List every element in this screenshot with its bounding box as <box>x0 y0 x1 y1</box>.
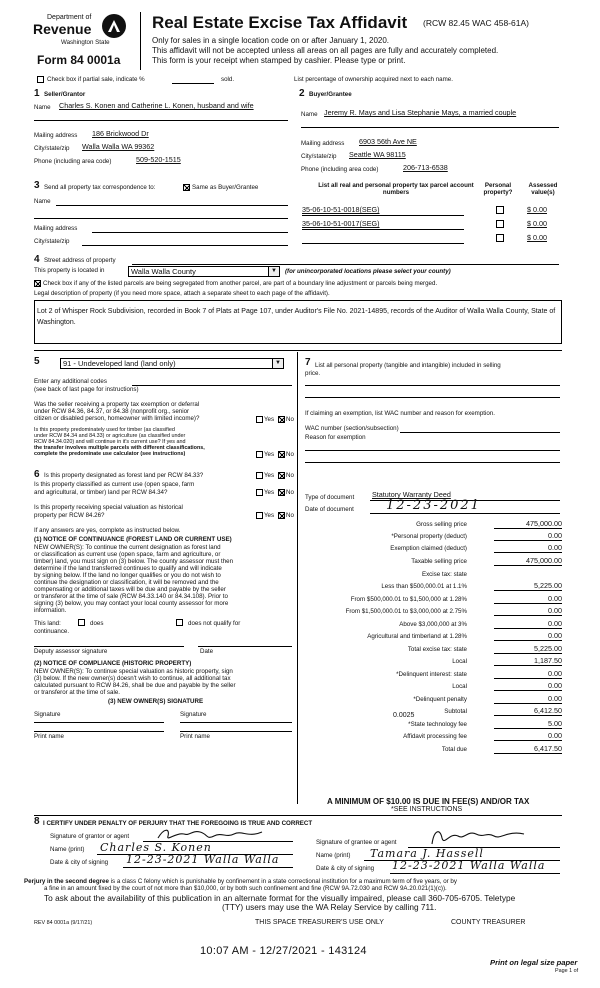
this-land-label: This land: <box>34 620 61 627</box>
yes-label: Yes <box>264 489 275 496</box>
agency-top: Department of <box>47 14 92 21</box>
timber-yes-checkbox[interactable] <box>256 451 263 458</box>
tax-row-label: From $500,000.01 to $1,500,000 at 1.28% <box>350 596 467 603</box>
current-use-q-1: Is this property classified as current use (open space, farm <box>34 481 195 488</box>
s3-mail-field[interactable] <box>92 232 288 233</box>
personal-property-checkbox[interactable] <box>496 220 504 228</box>
seller-name-label: Name <box>34 104 51 111</box>
tax-row-value[interactable]: 0.00 <box>494 670 562 679</box>
tax-row-label: *Delinquent penalty <box>413 696 467 703</box>
continuance-text: continue the designation or classification, it will be removed and the <box>34 579 219 586</box>
section-3-number: 3 <box>34 180 40 191</box>
exemption-claim-label: If claiming an exemption, list WAC number and reason for exemption. <box>305 410 495 417</box>
does-qualify-checkbox[interactable] <box>78 619 85 626</box>
revenue-logo-icon <box>101 13 127 39</box>
new-owner-print-2[interactable] <box>180 731 292 732</box>
continuance-heading: (1) NOTICE OF CONTINUANCE (FOREST LAND OR CURRENT USE) <box>34 536 232 543</box>
no-label: No <box>286 451 294 458</box>
does-label: does <box>90 620 104 627</box>
section-4-number: 4 <box>34 254 40 265</box>
assessed-value[interactable]: $ 0.00 <box>527 219 547 228</box>
exempt-no-checkbox[interactable] <box>278 416 285 423</box>
tax-row-value[interactable]: 0.00 <box>494 732 562 741</box>
additional-codes-field[interactable] <box>132 385 292 386</box>
county-select[interactable] <box>128 266 280 277</box>
new-owner-signature-2[interactable] <box>180 722 292 723</box>
continuance-text: or classification as current use (open space, farm and agriculture, or <box>34 551 221 558</box>
doc-date-label: Date of document <box>305 506 354 513</box>
exempt-yes-checkbox[interactable] <box>256 416 263 423</box>
grantee-date-label: Date & city of signing <box>316 865 375 872</box>
no-label: No <box>286 512 294 519</box>
seller-name-line-2[interactable] <box>34 120 288 121</box>
new-owner-signature-1[interactable] <box>34 722 164 723</box>
personal-property-text-1: List all personal property (tangible and intangible) included in selling <box>315 362 501 369</box>
compliance-text: calculated pursuant to RCW 84.26, shall be due and payable by the seller <box>34 682 236 689</box>
yes-label: Yes <box>264 512 275 519</box>
tax-row-value[interactable]: 5,225.00 <box>494 645 562 654</box>
date-label: Date <box>200 648 214 655</box>
print-name-label: Print name <box>34 733 64 740</box>
legal-description-field[interactable] <box>34 300 562 344</box>
codes-note: (see back of last page for instructions) <box>34 386 139 393</box>
timber-q-5: complete the predominate use calculator (see instructions) <box>34 451 186 457</box>
perjury-text: is a class C felony which is punishable by confinement in a state correctional institution for a maximum term of five years, or by <box>108 878 457 885</box>
tax-row-value[interactable]: 5,225.00 <box>494 582 562 591</box>
s3-name-field[interactable] <box>56 205 288 206</box>
legal-description-label: Legal description of property (if you need more space, attach a separate sheet to each page of the affidavit). <box>34 290 330 297</box>
doc-type-label: Type of document <box>305 494 355 501</box>
county-value: Walla Walla County <box>131 267 196 276</box>
parcel-list-heading: List all real and personal property tax parcel account numbers <box>318 182 474 197</box>
no-label: No <box>286 489 294 496</box>
page-indicator: Page 1 of <box>555 968 579 974</box>
print-name-label: Print name <box>180 733 210 740</box>
no-label: No <box>286 472 294 479</box>
tax-row-label: Gross selling price <box>416 521 467 528</box>
tax-row-value[interactable]: 0.00 <box>494 682 562 691</box>
form-number: Form 84 0001a <box>37 53 121 67</box>
buyer-mail-label: Mailing address <box>301 140 345 147</box>
perjury-bold: Perjury in the second degree <box>24 878 109 885</box>
yes-label: Yes <box>264 451 275 458</box>
rcw-reference: (RCW 82.45 WAC 458-61A) <box>423 18 529 28</box>
tax-row-value[interactable]: 6,412.50 <box>494 707 562 716</box>
wac-field[interactable] <box>400 432 560 433</box>
assessed-value-heading: Assessed value(s) <box>528 182 558 197</box>
divider-line <box>34 350 562 351</box>
signature-label: Signature <box>180 711 207 718</box>
special-val-q-2: property per RCW 84.26? <box>34 512 105 519</box>
header-note-2: This affidavit will not be accepted unless all areas on all pages are fully and accurately completed. <box>152 46 499 55</box>
same-as-buyer-checkbox[interactable] <box>183 184 190 191</box>
compliance-text: or transferor at the time of sale. <box>34 689 120 696</box>
tax-row-value[interactable]: 6,417.50 <box>494 745 562 754</box>
timber-q-4: the transfer involves multiple parcels with different classifications, <box>34 445 205 451</box>
grantee-signature-scribble <box>428 826 528 848</box>
buyer-name-label: Name <box>301 111 318 118</box>
buyer-heading: Buyer/Grantee <box>309 91 352 98</box>
parcel-line[interactable] <box>302 243 464 244</box>
tax-row-label: *Personal property (deduct) <box>391 533 467 540</box>
land-use-value: 91 - Undeveloped land (land only) <box>63 359 176 368</box>
tax-row-value[interactable]: 0.00 <box>494 695 562 704</box>
continuance-text: by signing below. If the land no longer qualifies or you do not wish to <box>34 572 221 579</box>
grantee-name-label: Name (print) <box>316 852 351 859</box>
continuance-text: or transferor at the time of sale (RCW 84.33.140 or 84.34.108). Prior to <box>34 593 228 600</box>
tax-row-value[interactable]: 0.00 <box>494 532 562 541</box>
compliance-text: NEW OWNER(S): To continue special valuation as historic property, sign <box>34 668 233 675</box>
continuance-text: signing (3) below, you may contact your local county assessor for more <box>34 600 229 607</box>
tax-row-value[interactable]: 1,187.50 <box>494 657 562 666</box>
doc-type-value[interactable]: Statutory Warranty Deed <box>372 490 451 499</box>
timber-q-3: RCW 84.34.020) and will continue in it's current use? If yes and <box>34 439 186 445</box>
grantee-date-handwritten[interactable]: 12-23-2021 Walla Walla <box>392 859 546 872</box>
current-use-q-2: and agricultural, or timber) land per RCW 84.34? <box>34 489 168 496</box>
tax-row-label: Affidavit processing fee <box>403 733 467 740</box>
yes-label: Yes <box>264 472 275 479</box>
print-legal-note: Print on legal size paper <box>490 958 578 967</box>
sold-label: sold. <box>221 76 235 83</box>
reason-label: Reason for exemption <box>305 434 366 441</box>
timber-q-2: under RCW 84.34 and 84.33) or agriculture (as classified under <box>34 433 186 439</box>
tax-row-label: *Delinquent interest: state <box>396 671 467 678</box>
tax-row-value[interactable]: 475,000.00 <box>494 520 562 529</box>
segregated-checkbox[interactable] <box>34 280 41 287</box>
tax-row-label: Local <box>452 683 467 690</box>
partial-sale-label: Check box if partial sale, indicate % <box>47 76 145 83</box>
divider-line <box>34 815 562 816</box>
column-divider <box>297 352 298 804</box>
doc-date-line <box>370 513 560 514</box>
agency-state: Washington State <box>61 39 110 46</box>
does-not-label: does not qualify for <box>188 620 241 627</box>
section-6-number: 6 <box>34 469 40 480</box>
parcel-number[interactable]: 35-06-10-51-0017(SEG) <box>302 219 380 228</box>
buyer-name-line-2[interactable] <box>301 127 559 128</box>
timber-no-checkbox[interactable] <box>278 451 285 458</box>
county-note: (for unincorporated locations please select your county) <box>285 268 451 275</box>
tax-row-value[interactable]: 0.00 <box>494 632 562 641</box>
compliance-text: (3) below. If the new owner(s) doesn't wish to continue, all additional tax <box>34 675 231 682</box>
tax-row-label: Above $3,000,000 at 3% <box>399 621 467 628</box>
does-not-qualify-checkbox[interactable] <box>176 619 183 626</box>
reason-field-1[interactable] <box>305 450 560 451</box>
legal-description-text: Lot 2 of Whisper Rock Subdivision, recorded in Book 7 of Plats at Page 107, under Auditor's File No. 2021-14895, records of the Auditor of Walla Walla County, State of Washington. <box>37 308 556 326</box>
personal-property-field-1[interactable] <box>305 385 560 386</box>
agency-name: Revenue <box>33 21 92 37</box>
buyer-mail[interactable]: 6903 56th Ave NE <box>359 137 417 146</box>
s3-name-line-2[interactable] <box>34 218 288 219</box>
dropdown-arrow-icon[interactable]: ▼ <box>268 267 279 276</box>
special-val-no-checkbox[interactable] <box>278 512 285 519</box>
exempt-q-1: Was the seller receiving a property tax exemption or deferral <box>34 401 200 408</box>
receipt-stamp: 10:07 AM - 12/27/2021 - 143124 <box>200 945 367 957</box>
s3-mail-label: Mailing address <box>34 225 78 232</box>
buyer-city[interactable]: Seattle WA 98115 <box>349 150 406 159</box>
continuance-text: timber) land, you must sign on (3) below. The county assessor must then <box>34 558 234 565</box>
parcel-line <box>302 215 464 216</box>
current-use-no-checkbox[interactable] <box>278 489 285 496</box>
grantor-signature-label: Signature of grantor or agent <box>50 833 130 840</box>
continuance-label: continuance. <box>34 628 70 635</box>
continuance-text: NEW OWNER(S): To continue the current designation as forest land <box>34 544 221 551</box>
doc-date-value[interactable]: 12-23-2021 <box>386 498 481 513</box>
grantor-date-label: Date & city of signing <box>50 859 109 866</box>
grantee-name-handwritten[interactable]: Tamara J. Hassell <box>370 847 484 860</box>
deputy-signature-field[interactable] <box>34 646 184 647</box>
section-8-number: 8 <box>34 816 40 827</box>
grantor-name-label: Name (print) <box>50 846 85 853</box>
signature-label: Signature <box>34 711 61 718</box>
personal-property-text-2: price. <box>305 370 321 377</box>
grantor-date-field[interactable] <box>123 867 293 868</box>
personal-property-checkbox[interactable] <box>496 206 504 214</box>
assessed-value[interactable]: $ 0.00 <box>527 233 547 242</box>
continuance-text: compensating or additional taxes will be due and payable by the seller <box>34 586 226 593</box>
wac-label: WAC number (section/subsection) <box>305 425 399 432</box>
tax-row-label: Local <box>452 658 467 665</box>
accessibility-line-1: To ask about the availability of this publication in an alternate format for the visually impaired, please call 360-705-6705. Teletype <box>44 893 516 903</box>
tax-correspondence-label: Send all property tax correspondence to: <box>44 184 156 191</box>
tax-row-value[interactable]: 0.00 <box>494 595 562 604</box>
seller-name[interactable]: Charles S. Konen and Catherine L. Konen, husband and wife <box>59 101 254 110</box>
s3-city-label: City/state/zip <box>34 238 70 245</box>
street-address-field[interactable] <box>132 264 559 265</box>
personal-property-field-2[interactable] <box>305 397 560 398</box>
section-2-number: 2 <box>299 88 305 99</box>
tax-row-label: Taxable selling price <box>411 558 467 565</box>
exempt-q-3: citizen or disabled person, homeowner with limited income)? <box>34 415 200 422</box>
see-instructions: *SEE INSTRUCTIONS <box>391 806 463 813</box>
special-val-q-1: Is this property receiving special valuation as historical <box>34 504 183 511</box>
tax-row-label: Less than $500,000.01 at 1.1% <box>381 583 467 590</box>
if-any-yes: If any answers are yes, complete as instructed below. <box>34 527 181 534</box>
seller-heading: Seller/Grantor <box>44 91 86 98</box>
street-address-label: Street address of property <box>44 257 116 264</box>
tax-row-value[interactable]: 0.00 <box>494 607 562 616</box>
tax-row-label: Agricultural and timberland at 1.28% <box>367 633 467 640</box>
forest-no-checkbox[interactable] <box>278 472 285 479</box>
compliance-heading: (2) NOTICE OF COMPLIANCE (HISTORIC PROPERTY) <box>34 660 192 667</box>
new-owner-heading: (3) NEW OWNER(S) SIGNATURE <box>108 698 204 705</box>
s3-name-label: Name <box>34 198 51 205</box>
seller-phone-label: Phone (including area code) <box>34 158 112 165</box>
tax-row-label: Total due <box>441 746 467 753</box>
deputy-label: Deputy assessor signature <box>34 648 108 655</box>
current-use-yes-checkbox[interactable] <box>256 489 263 496</box>
continuance-text: determine if the land transferred continues to qualify and will indicate <box>34 565 222 572</box>
reason-field-2[interactable] <box>305 462 560 463</box>
buyer-city-label: City/state/zip <box>301 153 337 160</box>
located-label: This property is located in <box>34 267 105 274</box>
tax-row-label: Excise tax: state <box>421 571 467 578</box>
minimum-due-notice: A MINIMUM OF $10.00 IS DUE IN FEE(S) AND/OR TAX <box>327 797 530 806</box>
grantee-signature-label: Signature of grantee or agent <box>316 839 397 846</box>
tax-row-value[interactable]: 475,000.00 <box>494 557 562 566</box>
section-1-number: 1 <box>34 88 40 99</box>
forest-question: Is this property designated as forest land per RCW 84.33? <box>44 472 204 479</box>
tax-row-label: Subtotal <box>444 708 467 715</box>
seller-city-label: City/state/zip <box>34 145 70 152</box>
form-title: Real Estate Excise Tax Affidavit <box>152 13 408 32</box>
timber-q-1: Is this property predominately used for timber (as classified <box>34 427 175 433</box>
assessed-value[interactable]: $ 0.00 <box>527 205 547 214</box>
header-note-3: This form is your receipt when stamped by cashier. Please type or print. <box>152 56 406 65</box>
tax-row-label: From $1,500,000.01 to $3,000,000 at 2.75% <box>345 608 467 615</box>
parcel-number[interactable]: 35-06-10-51-0018(SEG) <box>302 205 380 214</box>
additional-codes-label: Enter any additional codes <box>34 378 107 385</box>
partial-sale-checkbox[interactable] <box>37 76 44 83</box>
grantor-name-handwritten[interactable]: Charles S. Konen <box>100 841 212 854</box>
seller-mail-label: Mailing address <box>34 132 78 139</box>
forest-yes-checkbox[interactable] <box>256 472 263 479</box>
parcel-line <box>302 229 464 230</box>
revision-number: REV 84 0001a (9/17/21) <box>34 920 93 926</box>
continuance-text: information. <box>34 607 67 614</box>
seller-city[interactable]: Walla Walla WA 99362 <box>82 142 155 151</box>
accessibility-line-2: (TTY) users may use the WA Relay Service by calling 711. <box>222 902 437 912</box>
tax-row-value[interactable]: 5.00 <box>494 720 562 729</box>
dropdown-arrow-icon[interactable]: ▼ <box>272 359 283 368</box>
seller-phone[interactable]: 509-520-1515 <box>136 155 181 164</box>
partial-percent-field[interactable] <box>172 83 214 84</box>
buyer-phone[interactable]: 206-713-6538 <box>403 163 448 172</box>
buyer-name[interactable]: Jeremy R. Mays and Lisa Stephanie Mays, a married couple <box>324 108 517 117</box>
exempt-q-2: under RCW 84.36, 84.37, or 84.38 (nonprofit org., senior <box>34 408 190 415</box>
tax-row-label: Total excise tax: state <box>407 646 467 653</box>
special-val-yes-checkbox[interactable] <box>256 512 263 519</box>
new-owner-print-1[interactable] <box>34 731 164 732</box>
tax-row-value[interactable]: 0.00 <box>494 620 562 629</box>
no-label: No <box>286 416 294 423</box>
perjury-line-2: a fine in an amount fixed by the court of not more than $10,000, or by both such confinement and fine (RCW 9A.72.030 and RCW 9A.20.021(1)(c)). <box>44 885 447 892</box>
same-as-buyer-label: Same as Buyer/Grantee <box>192 184 259 191</box>
personal-property-heading: Personal property? <box>483 182 513 197</box>
personal-property-checkbox[interactable] <box>496 234 504 242</box>
section-7-number: 7 <box>305 357 311 368</box>
tax-row-label: *State technology fee <box>408 721 467 728</box>
county-treasurer: COUNTY TREASURER <box>451 919 526 926</box>
land-use-select[interactable] <box>60 358 284 369</box>
section-5-number: 5 <box>34 356 40 367</box>
certify-statement: I CERTIFY UNDER PENALTY OF PERJURY THAT THE FOREGOING IS TRUE AND CORRECT <box>43 820 313 827</box>
tax-row-label: Exemption claimed (deduct) <box>390 545 467 552</box>
grantor-date-handwritten[interactable]: 12-23-2021 Walla Walla <box>126 853 280 866</box>
buyer-phone-label: Phone (including area code) <box>301 166 379 173</box>
deputy-date-field[interactable] <box>198 646 292 647</box>
local-rate: 0.0025 <box>393 712 415 719</box>
header-divider <box>140 12 141 70</box>
ownership-note: List percentage of ownership acquired next to each name. <box>294 76 453 83</box>
tax-row-value[interactable]: 0.00 <box>494 544 562 553</box>
header-note-1: Only for sales in a single location code on or after January 1, 2020. <box>152 36 390 45</box>
treasurer-use-only: THIS SPACE TREASURER'S USE ONLY <box>255 919 384 926</box>
grantee-date-field[interactable] <box>390 873 560 874</box>
yes-label: Yes <box>264 416 275 423</box>
segregated-label: Check box if any of the listed parcels are being segregated from another parcel, are part of a boundary line adjustment or parcels being merged. <box>43 280 438 287</box>
s3-city-field[interactable] <box>82 245 288 246</box>
seller-mail[interactable]: 186 Brickwood Dr <box>92 129 149 138</box>
